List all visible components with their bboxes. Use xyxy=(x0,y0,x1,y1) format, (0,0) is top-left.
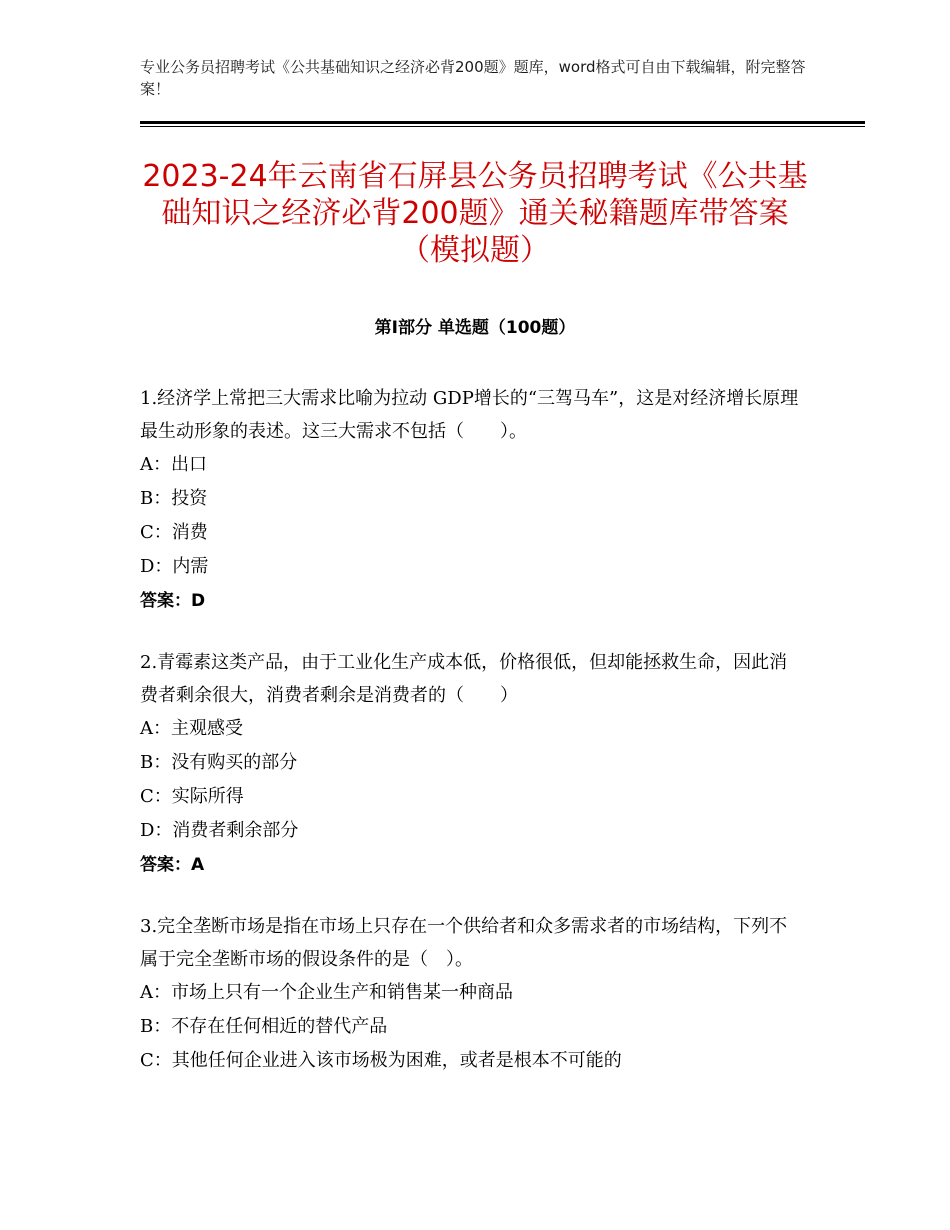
option-c: C：消费 xyxy=(140,522,208,543)
question-3 xyxy=(140,910,805,1078)
option-d: D：内需 xyxy=(140,556,209,577)
question-list xyxy=(140,382,805,1106)
document-title: 2023-24年云南省石屏县公务员招聘考试《公共基础知识之经济必背200题》通关秘籍题库带答案（模拟题） xyxy=(142,159,808,268)
header-rule-thin xyxy=(140,126,865,127)
header-rule-thick xyxy=(140,121,865,124)
option-b: B：投资 xyxy=(140,488,208,509)
question-stem: 2.青霉素这类产品，由于工业化生产成本低，价格很低，但却能拯救生命，因此消费者剩余很大，消费者剩余是消费者的（ ） xyxy=(140,652,788,706)
option-d: D：消费者剩余部分 xyxy=(140,820,299,841)
option-a: A：主观感受 xyxy=(140,718,243,739)
option-b: B：不存在任何相近的替代产品 xyxy=(140,1016,388,1037)
option-c: C：实际所得 xyxy=(140,786,244,807)
question-1 xyxy=(140,382,805,618)
option-c: C：其他任何企业进入该市场极为困难，或者是根本不可能的 xyxy=(140,1050,622,1071)
section-title: 第I部分 单选题（100题） xyxy=(374,318,576,338)
option-b: B：没有购买的部分 xyxy=(140,752,298,773)
answer-label: 答案：A xyxy=(140,855,205,875)
option-a: A：出口 xyxy=(140,454,207,475)
option-a: A：市场上只有一个企业生产和销售某一种商品 xyxy=(140,982,513,1003)
question-2 xyxy=(140,646,805,882)
answer-label: 答案：D xyxy=(140,591,206,611)
header-note: 专业公务员招聘考试《公共基础知识之经济必背200题》题库，word格式可自由下载编辑，附完整答案！ xyxy=(140,58,806,98)
question-stem: 3.完全垄断市场是指在市场上只存在一个供给者和众多需求者的市场结构，下列不属于完全垄断市场的假设条件的是（ ）。 xyxy=(140,916,788,970)
question-stem: 1.经济学上常把三大需求比喻为拉动 GDP增长的“三驾马车”，这是对经济增长原理最生动形象的表述。这三大需求不包括（ ）。 xyxy=(140,388,799,442)
